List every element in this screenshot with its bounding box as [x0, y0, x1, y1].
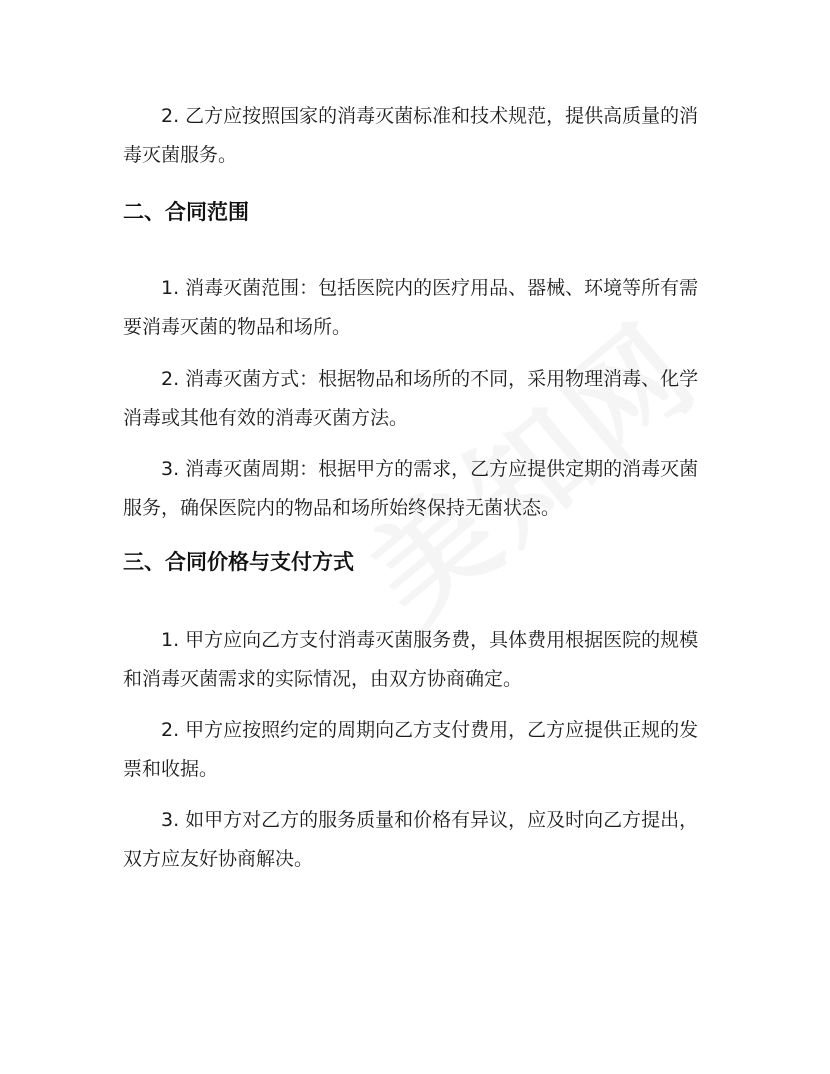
clause-3-3-paragraph: 3. 如甲方对乙方的服务质量和价格有异议，应及时向乙方提出，双方应友好协商解决。	[123, 809, 699, 870]
clause-3-2-paragraph: 2. 甲方应按照约定的周期向乙方支付费用，乙方应提供正规的发票和收据。	[123, 719, 699, 780]
clause-1-2-paragraph: 2. 乙方应按照国家的消毒灭菌标准和技术规范，提供高质量的消毒灭菌服务。	[123, 105, 699, 166]
clause-2-2-paragraph: 2. 消毒灭菌方式：根据物品和场所的不同，采用物理消毒、化学消毒或其他有效的消毒灭菌方法。	[123, 368, 699, 429]
clause-2-1-paragraph: 1. 消毒灭菌范围：包括医院内的医疗用品、器械、环境等所有需要消毒灭菌的物品和场所。	[123, 277, 699, 338]
clause-2-3-paragraph: 3. 消毒灭菌周期：根据甲方的需求，乙方应提供定期的消毒灭菌服务，确保医院内的物品和场所始终保持无菌状态。	[123, 458, 699, 519]
section-heading-price-payment: 三、合同价格与支付方式	[123, 550, 354, 574]
clause-3-1-paragraph: 1. 甲方应向乙方支付消毒灭菌服务费，具体费用根据医院的规模和消毒灭菌需求的实际情况，由双方协商确定。	[123, 629, 699, 690]
section-heading-scope: 二、合同范围	[123, 200, 249, 224]
